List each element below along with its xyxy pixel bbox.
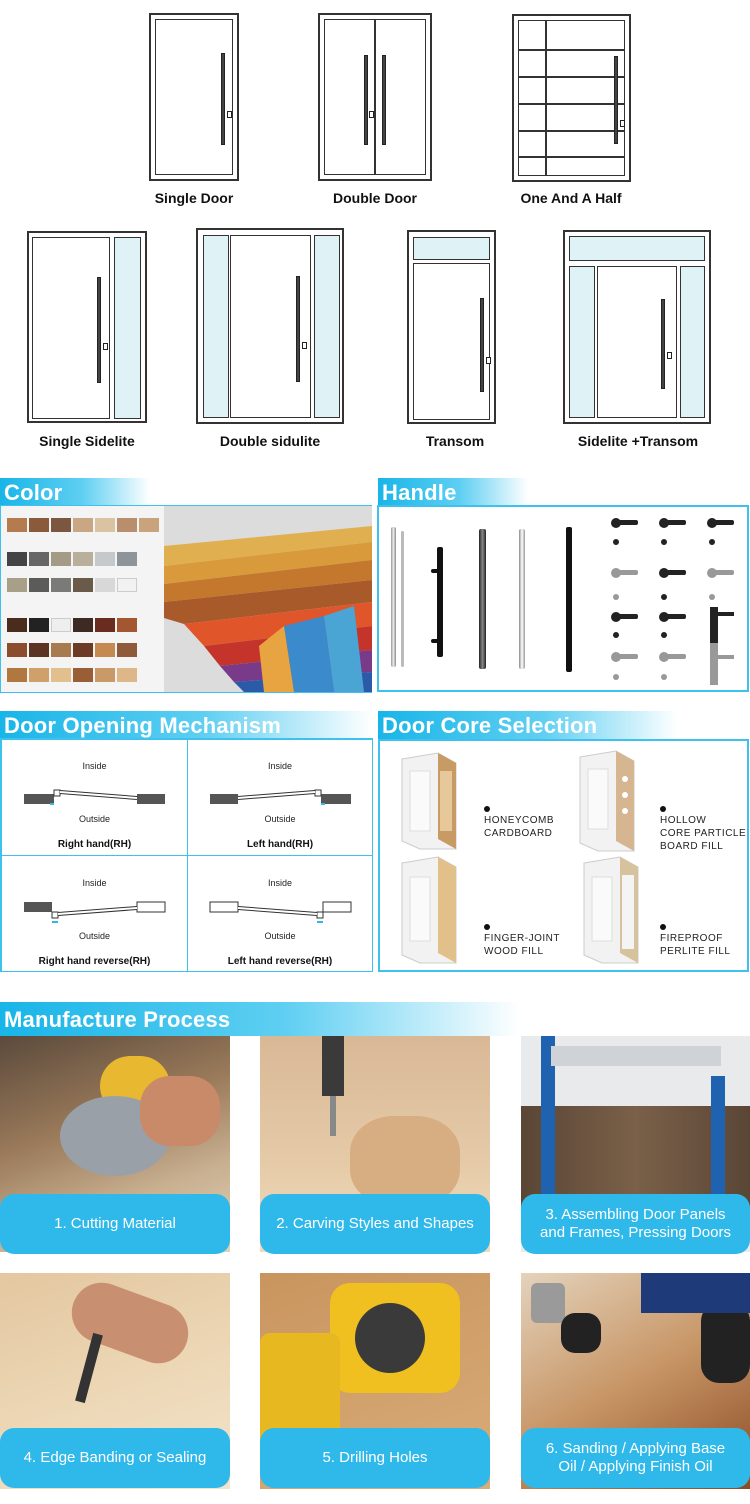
- mechanism-label: Right hand(RH): [57, 839, 132, 850]
- inside-label: Inside: [267, 761, 293, 771]
- door-label: Single Sidelite: [39, 433, 135, 449]
- core-sample-image: [576, 749, 638, 853]
- mechanism-label: Left hand reverse(RH): [227, 956, 333, 967]
- process-caption: 1. Cutting Material: [0, 1194, 230, 1254]
- color-section-header: [0, 478, 150, 508]
- mechanism-section-header: [0, 711, 372, 741]
- core-panel: [378, 739, 749, 972]
- process-caption: 2. Carving Styles and Shapes: [260, 1194, 490, 1254]
- mechanism-panel: [0, 738, 373, 972]
- core-label: HONEYCOMB CARDBOARD: [484, 815, 555, 839]
- mechanism-label: Right hand reverse(RH): [38, 956, 151, 967]
- mechanism-cell: [1, 855, 188, 972]
- single-door-diagram: [149, 13, 239, 181]
- door-label: Transom: [425, 433, 485, 449]
- double-sidelite-diagram: [196, 228, 344, 424]
- section-title: Handle: [382, 480, 457, 505]
- outside-label: Outside: [78, 814, 111, 824]
- core-sample-image: [398, 751, 460, 851]
- outside-label: Outside: [264, 931, 296, 941]
- door-label: One And A Half: [520, 190, 622, 206]
- one-and-half-door-diagram: [512, 14, 631, 182]
- inside-label: Inside: [82, 761, 107, 771]
- color-fan-image: [164, 506, 372, 692]
- process-section-header: [0, 1002, 520, 1036]
- door-label: Sidelite +Transom: [577, 433, 699, 449]
- section-title: Manufacture Process: [4, 1007, 231, 1032]
- inside-label: Inside: [267, 878, 293, 888]
- section-title: Door Opening Mechanism: [4, 713, 281, 738]
- sidelite-transom-diagram: [563, 230, 711, 424]
- handle-section-header: [378, 478, 528, 508]
- door-label: Single Door: [154, 190, 234, 206]
- handle-panel: [377, 505, 749, 692]
- process-caption: 3. Assembling Door Panels and Frames, Pressing Doors: [521, 1194, 750, 1254]
- section-title: Color: [4, 480, 63, 505]
- process-caption: 6. Sanding / Applying Base Oil / Applying Finish Oil: [521, 1428, 750, 1488]
- mechanism-label: Left hand(RH): [246, 839, 314, 850]
- section-title: Door Core Selection: [382, 713, 598, 738]
- single-sidelite-diagram: [27, 231, 147, 423]
- core-sample-image: [580, 855, 642, 965]
- door-label: Double Door: [333, 190, 417, 206]
- mechanism-cell: [1, 739, 188, 856]
- core-label: HOLLOW CORE PARTICLE BOARD FILL: [660, 815, 747, 852]
- mechanism-cell: [187, 855, 373, 972]
- process-caption: 5. Drilling Holes: [260, 1428, 490, 1488]
- outside-label: Outside: [264, 814, 296, 824]
- core-label: FINGER-JOINT WOOD FILL: [484, 933, 560, 957]
- double-door-diagram: [318, 13, 432, 181]
- lever-handles-image: [604, 515, 749, 690]
- process-caption: 4. Edge Banding or Sealing: [0, 1428, 230, 1488]
- inside-label: Inside: [82, 878, 107, 888]
- swatch-chart: [1, 506, 164, 692]
- core-sample-image: [398, 855, 460, 965]
- transom-diagram: [407, 230, 496, 424]
- core-section-header: [378, 711, 678, 741]
- mechanism-cell: [187, 739, 373, 856]
- core-label: FIREPROOF PERLITE FILL: [660, 933, 731, 957]
- color-panel: [0, 505, 372, 693]
- outside-label: Outside: [78, 931, 111, 941]
- door-label: Double sidulite: [219, 433, 321, 449]
